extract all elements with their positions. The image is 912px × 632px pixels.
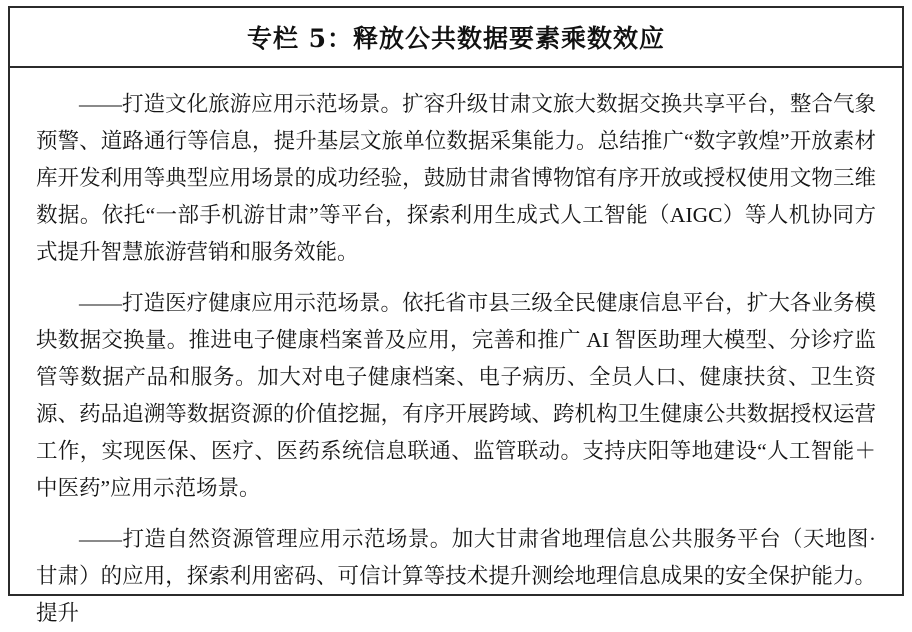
paragraph-natural-resources: ——打造自然资源管理应用示范场景。加大甘肃省地理信息公共服务平台（天地图·甘肃）的应用，探索利用密码、可信计算等技术提升测绘地理信息成果的安全保护能力。提升 — [36, 527, 876, 625]
box-title: 专栏 5：释放公共数据要素乘数效应 — [246, 24, 666, 53]
box-title-area — [10, 8, 902, 66]
box-body — [10, 68, 902, 625]
paragraph-healthcare: ——打造医疗健康应用示范场景。依托省市县三级全民健康信息平台，扩大各业务模块数据交换量。推进电子健康档案普及应用，完善和推广 AI 智医助理大模型、分诊疗监管等数据产品和服务。加大对电子健康档案、电子病历、全员人口、健康扶贫、卫生资源、药品追溯等数据资源的价值挖掘，有序开展跨域、跨机构卫生健康公共数据授权运营工作，实现医保、医疗、医药系统信息联通、监管联动。支持庆阳等地建设“人工智能＋中医药”应用示范场景。 — [36, 291, 876, 500]
paragraph-culture-tourism: ——打造文化旅游应用示范场景。扩容升级甘肃文旅大数据交换共享平台，整合气象预警、道路通行等信息，提升基层文旅单位数据采集能力。总结推广“数字敦煌”开放素材库开发利用等典型应用场景的成功经验，鼓励甘肃省博物馆有序开放或授权使用文物三维数据。依托“一部手机游甘肃”等平台，探索利用生成式人工智能（AIGC）等人机协同方式提升智慧旅游营销和服务效能。 — [36, 92, 876, 264]
feature-box — [8, 6, 904, 625]
